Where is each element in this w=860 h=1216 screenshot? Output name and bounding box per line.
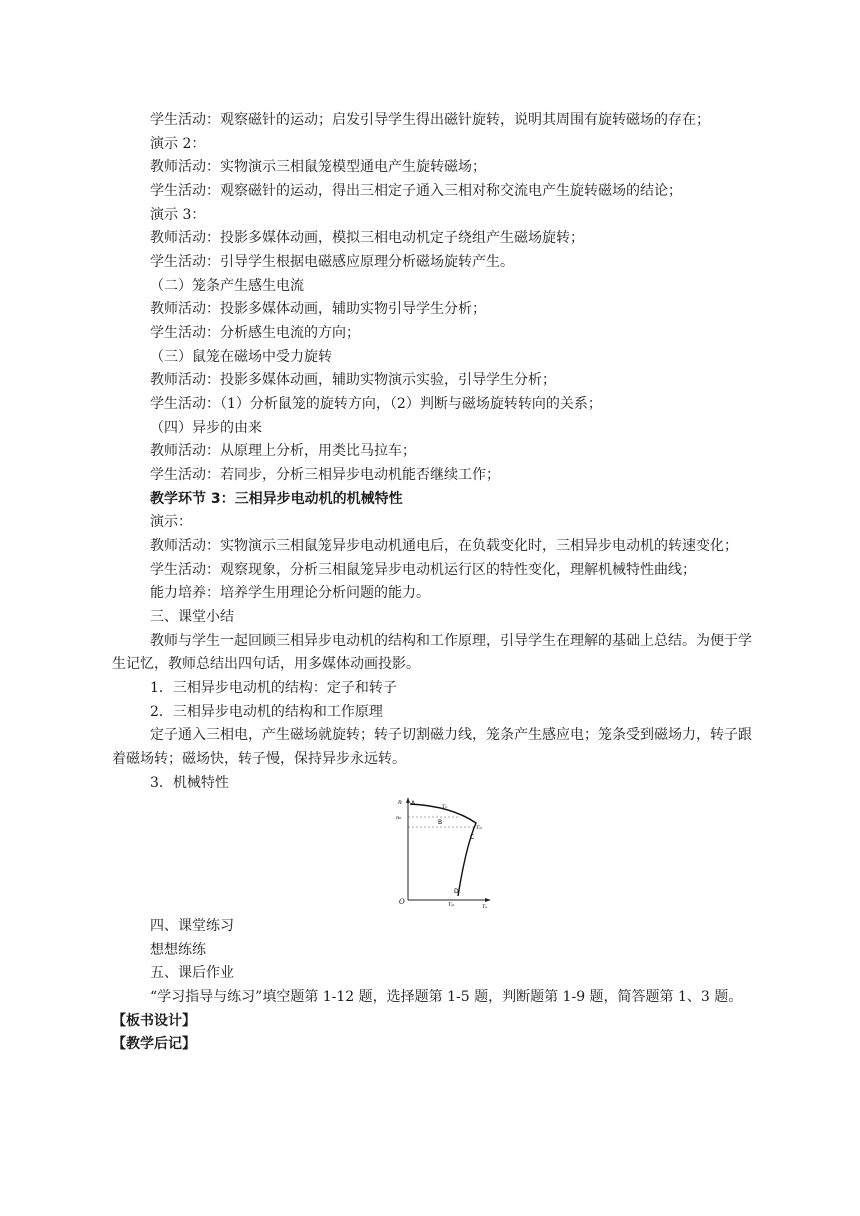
characteristic-curve [410,804,476,896]
origin-label: O [399,898,405,906]
x-axis-arrow-icon [485,898,491,902]
text-line: 想想练练 [150,942,206,958]
tn-label: Tₙ [442,804,448,810]
list-item: 3．机械特性 [150,775,229,791]
homework-text: “学习指导与练习”填空题第 1-12 题，选择题第 1-5 题，判断题第 1-9 题，简答题第 1、3 题。 [150,989,743,1005]
text-line: 学生活动：（1）分析鼠笼的旋转方向，（2）判断与磁场旋转转向的关系； [150,396,602,412]
text-line: 教师活动：投影多媒体动画，模拟三相电动机定子绕组产生磁场旋转； [150,230,584,246]
section-heading: 五、课后作业 [150,965,234,981]
text-line: 学生活动：引导学生根据电磁感应原理分析磁场旋转产生。 [150,254,514,270]
text-line: 学生活动：若同步，分析三相异步电动机能否继续工作； [150,467,500,483]
section-heading: （三）鼠笼在磁场中受力旋转 [150,349,332,365]
point-c-label: C [470,834,475,841]
list-item: 1．三相异步电动机的结构：定子和转子 [150,680,397,696]
text-line: 演示： [150,514,192,530]
y-axis-label: n [398,799,402,806]
section-heading: （四）异步的由来 [150,420,262,436]
point-a-label: A [411,800,416,807]
text-line: 教师活动：投影多媒体动画，辅助实物引导学生分析； [150,301,486,317]
tm-label: Tₘ [476,825,483,831]
text-line: 演示 2： [150,136,206,152]
x-axis-label: Tₑ [482,904,488,908]
text-line: 定子通入三相电，产生磁场就旋转；转子切割磁力线，笼条产生感应电；笼条受到磁场力，转子跟 [150,727,752,743]
teaching-notes-heading: 【教学后记】 [112,1036,196,1052]
text-line: 生记忆，教师总结出四句话，用多媒体动画投影。 [112,656,420,672]
point-d-label: D [454,888,459,895]
section-heading: （二）笼条产生感生电流 [150,278,304,294]
text-line: 演示 3： [150,207,206,223]
list-item: 2．三相异步电动机的结构和工作原理 [150,704,383,720]
section-heading: 三、课堂小结 [150,609,234,625]
teaching-step-heading: 教学环节 3：三相异步电动机的机械特性 [150,491,403,507]
text-line: 教师活动：实物演示三相鼠笼模型通电产生旋转磁场； [150,159,486,175]
text-line: 教师活动：从原理上分析，用类比马拉车； [150,443,416,459]
text-line: 教师活动：实物演示三相鼠笼异步电动机通电后，在负载变化时，三相异步电动机的转速变化； [150,538,738,554]
tst-label: Tₛₜ [448,902,455,908]
text-line: 学生活动：分析感生电流的方向； [150,325,360,341]
text-line: 学生活动：观察磁针的运动，得出三相定子通入三相对称交流电产生旋转磁场的结论； [150,183,682,199]
text-line: 着磁场转；磁场快，转子慢，保持异步永远转。 [112,751,406,767]
n0-label: n₀ [396,815,402,821]
text-line: 学生活动：观察磁针的运动；启发引导学生得出磁针旋转，说明其周围有旋转磁场的存在； [150,112,710,128]
text-line: 能力培养：培养学生用理论分析问题的能力。 [150,585,430,601]
text-line: 学生活动：观察现象，分析三相鼠笼异步电动机运行区的特性变化，理解机械特性曲线； [150,562,696,578]
mechanical-characteristic-figure [396,796,492,908]
point-b-label: B [438,819,443,826]
y-axis-arrow-icon [406,797,410,803]
text-line: 教师活动：投影多媒体动画，辅助实物演示实验，引导学生分析； [150,372,556,388]
text-line: 教师与学生一起回顾三相异步电动机的结构和工作原理，引导学生在理解的基础上总结。为便于学 [150,633,752,649]
section-heading: 四、课堂练习 [150,918,234,934]
board-design-heading: 【板书设计】 [112,1013,196,1029]
